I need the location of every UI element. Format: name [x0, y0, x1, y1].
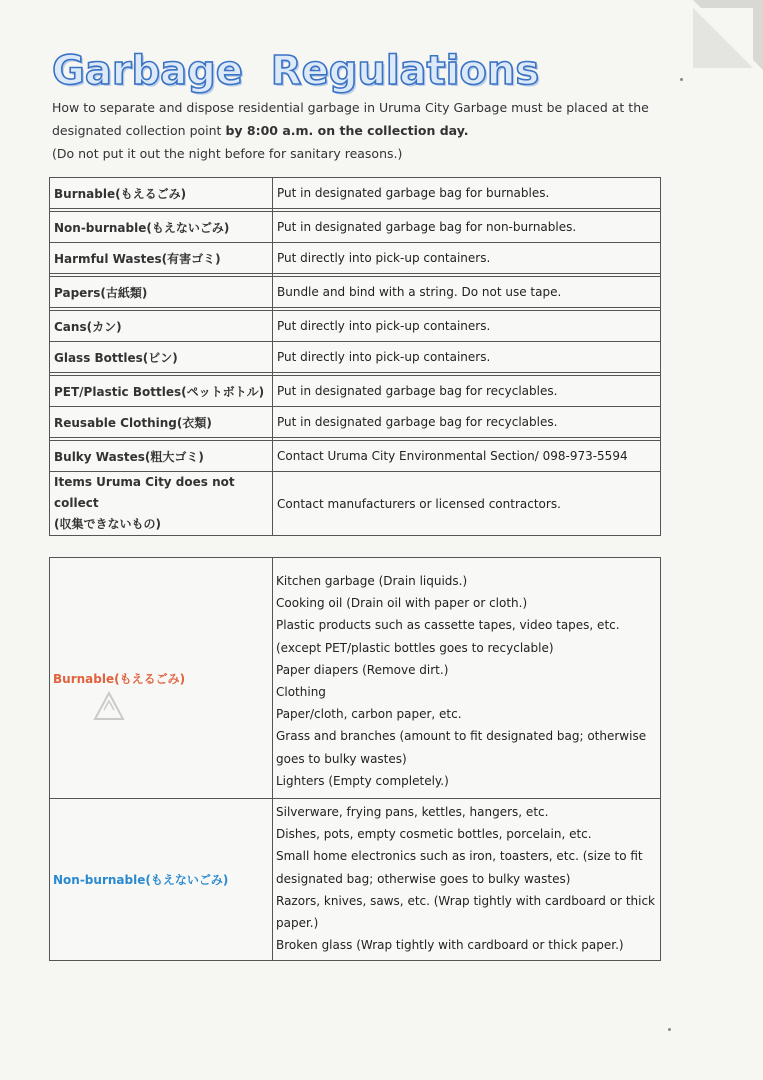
list-item: goes to bulky wastes): [276, 751, 407, 766]
disposal-rules-table: [49, 177, 661, 536]
rule-cans: Put directly into pick-up containers.: [273, 311, 661, 342]
table-row: [50, 212, 661, 243]
table-row: [50, 178, 661, 209]
detail-items-burnable: [273, 558, 661, 799]
detail-category-non-burnable: Non-burnable(もえないごみ): [50, 799, 273, 961]
rule-not-collected: Contact manufacturers or licensed contractors.: [273, 472, 661, 536]
recycle-icon: [92, 690, 126, 724]
table-row: [50, 799, 661, 961]
category-cans: Cans(カン): [50, 311, 273, 342]
category-not-collected: [50, 472, 273, 536]
intro-line-2-text: designated collection point: [52, 123, 226, 138]
table-row: [50, 558, 661, 799]
page-corner-fold: [693, 8, 753, 68]
intro-text: [52, 96, 692, 165]
list-item: Plastic products such as cassette tapes, video tapes, etc.: [276, 618, 620, 633]
list-item: paper.): [276, 916, 319, 931]
list-item: Kitchen garbage (Drain liquids.): [276, 574, 468, 588]
table-row: [50, 407, 661, 438]
rule-reusable-clothing: Put in designated garbage bag for recyclables.: [273, 407, 661, 438]
table-row: [50, 342, 661, 373]
collection-deadline: by 8:00 a.m. on the collection day.: [225, 123, 469, 138]
category-pet-bottles: PET/Plastic Bottles(ペットボトル): [50, 376, 273, 407]
category-papers: Papers(古紙類): [50, 277, 273, 308]
item-details-table: [49, 557, 661, 961]
category-glass-bottles: Glass Bottles(ビン): [50, 342, 273, 373]
list-item: Broken glass (Wrap tightly with cardboard or thick paper.): [276, 938, 624, 953]
list-item: Paper/cloth, carbon paper, etc.: [276, 707, 462, 722]
scan-speck: [668, 1028, 671, 1031]
list-item: Grass and branches (amount to fit designated bag; otherwise: [276, 729, 647, 744]
list-item: designated bag; otherwise goes to bulky wastes): [276, 871, 571, 886]
list-item: Silverware, frying pans, kettles, hangers, etc.: [276, 805, 549, 820]
list-item: Clothing: [276, 685, 326, 700]
category-reusable-clothing: Reusable Clothing(衣類): [50, 407, 273, 438]
page-title: Garbage Regulations: [52, 48, 540, 94]
table-row: [50, 243, 661, 274]
rule-glass-bottles: Put directly into pick-up containers.: [273, 342, 661, 373]
list-item: Small home electronics such as iron, toasters, etc. (size to fit: [276, 849, 643, 864]
category-non-burnable: Non-burnable(もえないごみ): [50, 212, 273, 243]
category-harmful-wastes: Harmful Wastes(有害ゴミ): [50, 243, 273, 274]
intro-line-3: (Do not put it out the night before for sanitary reasons.): [52, 146, 403, 161]
intro-line-1: How to separate and dispose residential garbage in Uruma City Garbage must be placed at the: [52, 100, 649, 115]
list-item: Lighters (Empty completely.): [276, 773, 449, 788]
category-burnable: Burnable(もえるごみ): [50, 178, 273, 209]
detail-category-burnable: Burnable(もえるごみ): [50, 558, 273, 799]
table-row: [50, 441, 661, 472]
list-item: Cooking oil (Drain oil with paper or cloth.): [276, 596, 528, 611]
category-not-collected-line-2: (収集できないもの): [54, 517, 161, 531]
detail-items-non-burnable: [273, 799, 661, 961]
intro-line-2: [52, 119, 692, 142]
table-row: [50, 376, 661, 407]
table-row: [50, 472, 661, 536]
scan-speck: [680, 78, 683, 81]
table-row: [50, 311, 661, 342]
list-item: Dishes, pots, empty cosmetic bottles, porcelain, etc.: [276, 827, 592, 842]
list-item: Paper diapers (Remove dirt.): [276, 662, 449, 677]
rule-papers: Bundle and bind with a string. Do not use tape.: [273, 277, 661, 308]
category-not-collected-line-1: Items Uruma City does not collect: [54, 475, 235, 510]
rule-bulky-wastes: Contact Uruma City Environmental Section/ 098-973-5594: [273, 441, 661, 472]
list-item: (except PET/plastic bottles goes to recyclable): [276, 640, 554, 655]
rule-harmful-wastes: Put directly into pick-up containers.: [273, 243, 661, 274]
rule-burnable: Put in designated garbage bag for burnables.: [273, 178, 661, 209]
rule-non-burnable: Put in designated garbage bag for non-burnables.: [273, 212, 661, 243]
list-item: Razors, knives, saws, etc. (Wrap tightly with cardboard or thick: [276, 893, 656, 908]
table-row: [50, 277, 661, 308]
category-bulky-wastes: Bulky Wastes(粗大ゴミ): [50, 441, 273, 472]
rule-pet-bottles: Put in designated garbage bag for recyclables.: [273, 376, 661, 407]
